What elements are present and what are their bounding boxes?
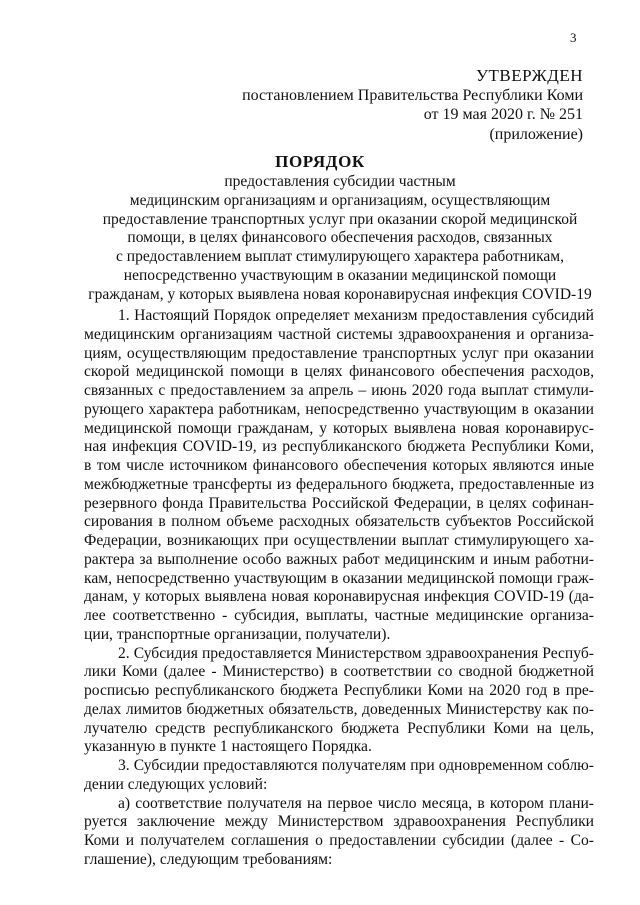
- body-line: рактера за выполнение особо важных работ медицинским и иным работни-: [84, 550, 594, 568]
- body-line: связанных с предоставлением за апрель – июнь 2020 года выплат стимули-: [84, 382, 594, 399]
- body-line: 2. Субсидия предоставляется Министерством здравоохранения Респуб-: [118, 644, 594, 662]
- body-line: лее соответственно - субсидия, выплаты, частные медицинские организа-: [84, 607, 594, 624]
- body-line: лучателю средств республиканского бюджета Республики Коми на цель,: [84, 719, 594, 737]
- body-line: в том числе источником финансового обеспечения которых являются иные: [84, 457, 594, 474]
- subtitle-line: непосредственно участвующим в оказании медицинской помощи: [123, 266, 557, 284]
- body-line: 1. Настоящий Порядок определяет механизм предоставления субсидий: [118, 307, 594, 324]
- page-number: 3: [570, 30, 577, 45]
- body-line: 3. Субсидии предоставляются получателям при одновременном соблю-: [118, 757, 594, 774]
- approval-line: постановлением Правительства Республики Коми: [242, 86, 583, 104]
- subtitle-line: медицинским организациям и организациям, осуществляющим: [129, 191, 551, 209]
- body-line: Коми и получателем соглашения о предоставлении субсидии (далее - Со-: [84, 832, 594, 849]
- body-line: делах лимитов бюджетных обязательств, доведенных Министерству как по-: [84, 700, 594, 718]
- body-line: медицинским организациям частной системы здравоохранения и организа-: [84, 325, 594, 343]
- body-line: межбюджетные трансферты из федерального бюджета, предоставленные из: [84, 475, 594, 493]
- body-line: медицинской помощи гражданам, у которых выявлена новая коронавирус-: [84, 419, 594, 437]
- body-line: Федерации, возникающих при осуществлении выплат стимулирующего ха-: [84, 532, 594, 549]
- body-line: сирования в полном объеме расходных обязательств субъектов Российской: [84, 513, 594, 531]
- subtitle-line: гражданам, у которых выявлена новая коронавирусная инфекция COVID-19: [88, 285, 592, 303]
- document-body: [84, 307, 594, 870]
- body-line: а) соответствие получателя на первое число месяца, в котором плани-: [118, 794, 594, 812]
- body-line: скорой медицинской помощи в целях финансового обеспечения расходов,: [84, 363, 594, 381]
- approval-line: от 19 мая 2020 г. № 251: [423, 106, 583, 123]
- body-line: ции, транспортные организации, получатели).: [84, 625, 391, 643]
- approval-block: [242, 66, 583, 144]
- body-line: кам, непосредственно участвующим в оказании медицинской помощи граж-: [84, 569, 594, 587]
- body-line: рующего характера работникам, непосредственно участвующим в оказании: [84, 400, 594, 418]
- body-line: глашение), следующим требованиям:: [84, 850, 333, 868]
- body-line: резервного фонда Правительства Российской Федерации, в целях софинан-: [84, 494, 594, 512]
- body-line: дении следующих условий:: [84, 775, 268, 793]
- approval-line: (приложение): [489, 125, 583, 143]
- approval-heading: УТВЕРЖДЕН: [476, 66, 583, 85]
- body-line: лики Коми (далее - Министерство) в соответствии со сводной бюджетной: [84, 663, 594, 681]
- body-line: ная инфекция COVID-19, из республиканского бюджета Республики Коми,: [84, 438, 594, 456]
- subtitle-line: предоставления субсидии частным: [224, 173, 456, 190]
- body-line: указанную в пункте 1 настоящего Порядка.: [84, 738, 372, 756]
- document-title: ПОРЯДОК: [275, 152, 365, 171]
- body-line: данам, у которых выявлена новая коронавирусная инфекция COVID-19 (да-: [84, 588, 594, 606]
- body-line: руется заключение между Министерством здравоохранения Республики: [84, 813, 594, 831]
- subtitle-line: предоставление транспортных услуг при оказании скорой медицинской: [102, 210, 578, 228]
- body-line: циям, осуществляющим предоставление транспортных услуг при оказании: [84, 344, 594, 362]
- subtitle-line: с предоставлением выплат стимулирующего характера работникам,: [116, 248, 564, 266]
- document-subtitle: [86, 173, 594, 305]
- subtitle-line: помощи, в целях финансового обеспечения расходов, связанных: [127, 229, 553, 247]
- body-line: росписью республиканского бюджета Республики Коми на 2020 год в пре-: [84, 682, 594, 699]
